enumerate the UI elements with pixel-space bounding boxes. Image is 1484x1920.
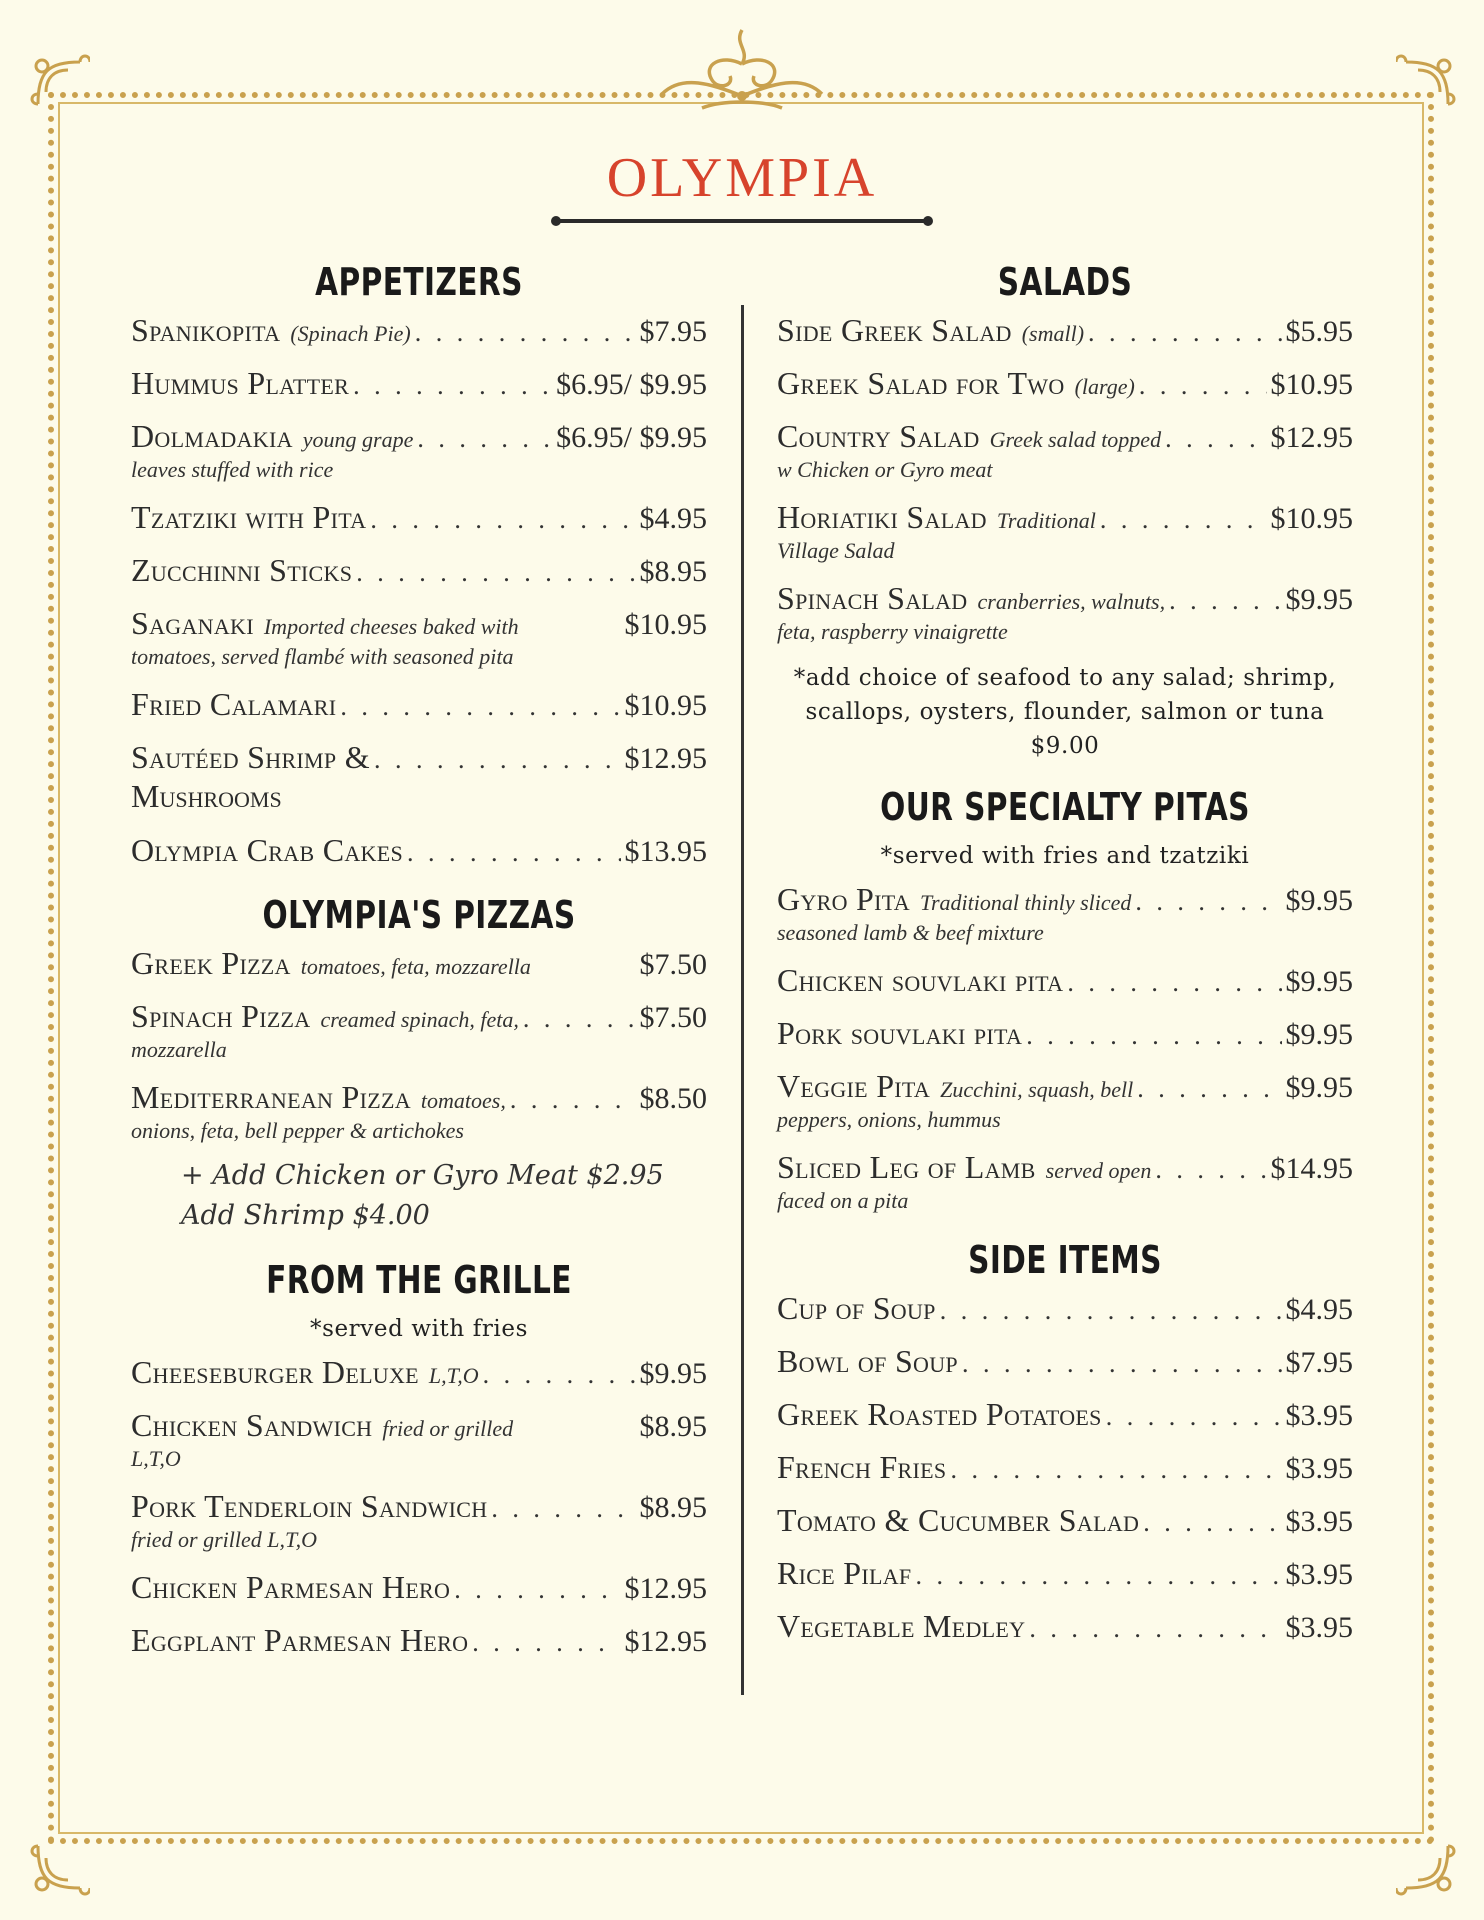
menu-item	[131, 1354, 707, 1391]
menu-item	[777, 418, 1353, 483]
leader-dots	[1106, 1402, 1282, 1432]
section-title: OUR SPECIALTY PITAS	[880, 785, 1250, 829]
item-name: Tomato & Cucumber Salad	[777, 1502, 1140, 1538]
item-description: Traditional thinly sliced	[919, 890, 1132, 915]
pizza-addon-note: + Add Chicken or Gyro Meat $2.95 Add Shrimp $4.00	[181, 1160, 664, 1231]
menu-item	[131, 365, 707, 402]
item-price: $12.95	[624, 1625, 707, 1658]
item-price: $8.95	[639, 1410, 707, 1443]
item-name: Vegetable Medley	[777, 1608, 1026, 1644]
menu-item	[777, 1343, 1353, 1380]
menu-item	[131, 686, 707, 723]
item-price: $6.95/ $9.95	[556, 421, 707, 454]
section-note: *served with fries	[309, 1316, 529, 1342]
item-name: Spanikopita	[131, 312, 281, 348]
appetizers-section	[131, 252, 707, 869]
item-description: served open	[1045, 1158, 1152, 1183]
item-name: Zucchinni Sticks	[131, 552, 353, 588]
menu-item	[777, 1502, 1353, 1539]
corner-flourish-icon	[1396, 1836, 1458, 1898]
menu-item	[131, 499, 707, 536]
menu-item	[777, 1555, 1353, 1592]
item-name: Pork souvlaki pita	[777, 1015, 1023, 1051]
item-description: creamed spinach, feta,	[320, 1007, 519, 1032]
item-price: $12.95	[624, 742, 707, 775]
item-name: Chicken souvlaki pita	[777, 962, 1064, 998]
item-name: Pork Tenderloin Sandwich	[131, 1488, 488, 1524]
right-column	[777, 252, 1353, 1661]
item-name: Cup of Soup	[777, 1290, 936, 1326]
item-price: $9.95	[1285, 1018, 1353, 1051]
leader-dots	[472, 1628, 620, 1658]
leader-dots	[1139, 371, 1267, 401]
menu-item	[777, 881, 1353, 946]
item-price: $7.95	[639, 315, 707, 348]
leader-dots	[417, 424, 552, 454]
leader-dots	[353, 371, 552, 401]
item-description-cont: Village Salad	[777, 538, 895, 563]
item-price: $5.95	[1285, 315, 1353, 348]
item-name: Chicken Parmesan Hero	[131, 1569, 451, 1605]
item-name: Dolmadakia	[131, 418, 293, 454]
menu-item	[777, 1149, 1353, 1214]
grille-section	[131, 1250, 707, 1659]
item-price: $3.95	[1285, 1558, 1353, 1591]
section-title: OLYMPIA'S PIZZAS	[262, 893, 576, 937]
leader-dots	[1137, 1074, 1281, 1104]
salad-seafood-note: *add choice of seafood to any salad; shrimp, scallops, oysters, flounder, salmon or tuna $9.00	[793, 665, 1337, 759]
item-name: Horiatiki Salad	[777, 499, 987, 535]
top-flourish-icon	[642, 24, 842, 120]
menu-item	[777, 580, 1353, 645]
leader-dots	[415, 318, 636, 348]
item-description-cont: leaves stuffed with rice	[131, 457, 334, 482]
leader-dots	[374, 745, 621, 775]
section-title: APPETIZERS	[315, 260, 523, 304]
item-description: (large)	[1074, 374, 1135, 399]
item-price: $12.95	[624, 1572, 707, 1605]
menu-item	[131, 418, 707, 483]
item-description: young grape	[302, 427, 414, 452]
pizzas-section	[131, 885, 707, 1236]
leader-dots	[340, 692, 620, 722]
menu-item	[131, 739, 707, 816]
item-description: tomatoes,	[420, 1088, 506, 1113]
salads-section	[777, 252, 1353, 763]
item-name: Saganaki	[131, 605, 254, 641]
item-name: Hummus Platter	[131, 365, 350, 401]
item-description-cont: peppers, onions, hummus	[777, 1107, 1001, 1132]
item-description-cont: faced on a pita	[777, 1188, 909, 1213]
menu-item	[131, 1407, 707, 1472]
leader-dots	[962, 1349, 1282, 1379]
leader-dots	[1135, 887, 1281, 917]
corner-flourish-icon	[1396, 52, 1458, 114]
item-price: $3.95	[1285, 1452, 1353, 1485]
menu-item	[131, 945, 707, 982]
item-name-cont: Mushrooms	[131, 778, 282, 814]
leader-dots	[940, 1296, 1282, 1326]
item-price: $9.95	[1285, 884, 1353, 917]
item-name: Spinach Salad	[777, 580, 968, 616]
pitas-section	[777, 777, 1353, 1214]
menu-item	[131, 1569, 707, 1606]
menu-item	[131, 312, 707, 349]
item-name: Rice Pilaf	[777, 1555, 912, 1591]
item-name: Greek Salad for Two	[777, 365, 1065, 401]
leader-dots	[915, 1561, 1281, 1591]
item-name: Cheeseburger Deluxe	[131, 1354, 419, 1390]
item-price: $3.95	[1285, 1505, 1353, 1538]
item-description: Zucchini, squash, bell	[940, 1077, 1134, 1102]
menu-item	[777, 1068, 1353, 1133]
item-name: Chicken Sandwich	[131, 1407, 373, 1443]
menu-item	[131, 1079, 707, 1144]
item-name: Sautéed Shrimp &	[131, 739, 370, 775]
item-description-cont: mozzarella	[131, 1037, 227, 1062]
item-name: Country Salad	[777, 418, 980, 454]
item-name: Side Greek Salad	[777, 312, 1012, 348]
item-description-cont: L,T,O	[131, 1446, 181, 1471]
item-name: Olympia Crab Cakes	[131, 832, 404, 868]
item-description: Imported cheeses baked with	[263, 614, 519, 639]
menu-item	[131, 1488, 707, 1553]
leader-dots	[1143, 1508, 1281, 1538]
item-price: $7.95	[1285, 1346, 1353, 1379]
item-price: $9.95	[1285, 1071, 1353, 1104]
leader-dots	[1165, 424, 1266, 454]
leader-dots	[454, 1575, 620, 1605]
item-description: fried or grilled	[382, 1416, 514, 1441]
item-description-cont: feta, raspberry vinaigrette	[777, 619, 1008, 644]
item-name: Bowl of Soup	[777, 1343, 958, 1379]
menu-item	[777, 1290, 1353, 1327]
item-price: $12.95	[1270, 421, 1353, 454]
menu-item	[131, 998, 707, 1063]
item-description: Traditional	[996, 508, 1096, 533]
item-name: French Fries	[777, 1449, 947, 1485]
menu-item	[131, 552, 707, 589]
menu-item	[777, 312, 1353, 349]
item-name: Eggplant Parmesan Hero	[131, 1622, 469, 1658]
left-column	[131, 252, 707, 1675]
corner-flourish-icon	[28, 52, 90, 114]
item-price: $3.95	[1285, 1611, 1353, 1644]
menu-item	[777, 1608, 1353, 1645]
item-name: Greek Roasted Potatoes	[777, 1396, 1102, 1432]
item-description: (small)	[1021, 321, 1085, 346]
item-price: $9.95	[1285, 965, 1353, 998]
item-description: Greek salad topped	[989, 427, 1162, 452]
item-description: tomatoes, feta, mozzarella	[300, 954, 531, 979]
item-name: Veggie Pita	[777, 1068, 931, 1104]
item-price: $10.95	[1270, 368, 1353, 401]
leader-dots	[1169, 586, 1281, 616]
item-price: $10.95	[1270, 502, 1353, 535]
item-price: $3.95	[1285, 1399, 1353, 1432]
item-price: $7.50	[639, 948, 707, 981]
leader-dots	[491, 1494, 635, 1524]
menu-item	[777, 1015, 1353, 1052]
item-description-cont: fried or grilled L,T,O	[131, 1527, 318, 1552]
menu-item	[777, 1449, 1353, 1486]
item-name: Mediterranean Pizza	[131, 1079, 411, 1115]
menu-item	[777, 1396, 1353, 1433]
item-price: $13.95	[624, 835, 707, 868]
item-price: $9.95	[1285, 583, 1353, 616]
item-price: $8.95	[639, 1491, 707, 1524]
item-price: $10.95	[624, 689, 707, 722]
item-name: Greek Pizza	[131, 945, 291, 981]
column-divider	[741, 305, 744, 1695]
item-name: Sliced Leg of Lamb	[777, 1149, 1036, 1185]
item-price: $4.95	[639, 502, 707, 535]
item-description-cont: w Chicken or Gyro meat	[777, 457, 993, 482]
item-price: $8.50	[639, 1082, 707, 1115]
leader-dots	[407, 838, 620, 868]
menu-item	[131, 1622, 707, 1659]
item-description-cont: seasoned lamb & beef mixture	[777, 920, 1044, 945]
leader-dots	[483, 1360, 636, 1390]
item-name: Spinach Pizza	[131, 998, 311, 1034]
sides-section	[777, 1230, 1353, 1645]
menu-item	[777, 365, 1353, 402]
leader-dots	[1100, 505, 1267, 535]
leader-dots	[1026, 1021, 1281, 1051]
item-description: cranberries, walnuts,	[977, 589, 1166, 614]
item-price: $6.95/ $9.95	[556, 368, 707, 401]
corner-flourish-icon	[28, 1836, 90, 1898]
item-description-cont: tomatoes, served flambé with seasoned pita	[131, 644, 514, 669]
item-name: Gyro Pita	[777, 881, 910, 917]
menu-item	[777, 499, 1353, 564]
item-price: $8.95	[639, 555, 707, 588]
item-name: Fried Calamari	[131, 686, 337, 722]
leader-dots	[950, 1455, 1281, 1485]
leader-dots	[356, 558, 635, 588]
leader-dots	[1088, 318, 1281, 348]
section-title: SALADS	[997, 260, 1133, 304]
menu-item	[777, 962, 1353, 999]
item-price: $4.95	[1285, 1293, 1353, 1326]
section-note: *served with fries and tzatziki	[880, 843, 1250, 869]
item-price: $7.50	[639, 1001, 707, 1034]
title-underline	[555, 219, 929, 223]
menu-item	[131, 832, 707, 869]
restaurant-title: OLYMPIA	[606, 147, 878, 209]
item-price: $10.95	[624, 608, 707, 641]
item-name: Tzatziki with Pita	[131, 499, 367, 535]
item-price: $9.95	[639, 1357, 707, 1390]
leader-dots	[1029, 1614, 1281, 1644]
leader-dots	[1155, 1155, 1266, 1185]
item-description-cont: onions, feta, bell pepper & artichokes	[131, 1118, 464, 1143]
section-title: FROM THE GRILLE	[266, 1258, 572, 1302]
item-description: L,T,O	[428, 1363, 479, 1388]
leader-dots	[523, 1004, 636, 1034]
leader-dots	[510, 1085, 636, 1115]
menu-item	[131, 605, 707, 670]
section-title: SIDE ITEMS	[968, 1238, 1162, 1282]
leader-dots	[370, 505, 635, 535]
item-description: (Spinach Pie)	[290, 321, 411, 346]
item-price: $14.95	[1270, 1152, 1353, 1185]
leader-dots	[1067, 968, 1281, 998]
